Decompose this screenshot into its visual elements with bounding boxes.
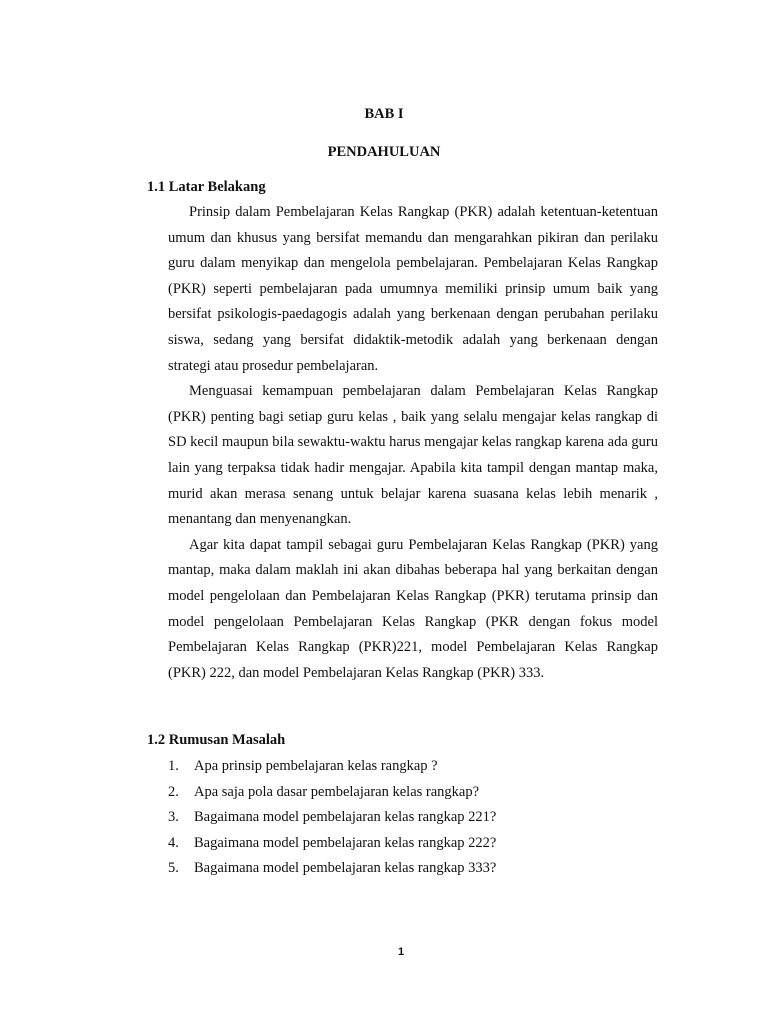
list-item (168, 856, 496, 882)
list-item-text: Apa prinsip pembelajaran kelas rangkap ? (194, 758, 438, 774)
paragraph: Agar kita dapat tampil sebagai guru Pembelajaran Kelas Rangkap (PKR) yang mantap, maka dalam maklah ini akan dibahas beberapa hal yang berkaitan dengan model pengelolaan dan Pembelajaran Kelas Rangkap (PKR) terutama prinsip dan model pengelolaan Pembelajaran Kelas Rangkap (PKR dengan fokus model Pembelajaran Kelas Rangkap (PKR)221, model Pembelajaran Kelas Rangkap (PKR) 222, dan model Pembelajaran Kelas Rangkap (PKR) 333. (168, 536, 658, 681)
latar-belakang-body (168, 200, 658, 686)
list-item-number: 4. (168, 834, 179, 851)
list-item (168, 754, 496, 780)
list-item (168, 805, 496, 831)
list-item (168, 831, 496, 857)
list-item-number: 2. (168, 783, 179, 800)
list-item-text: Apa saja pola dasar pembelajaran kelas rangkap? (194, 783, 480, 800)
list-item-number: 3. (168, 809, 179, 825)
paragraph: Menguasai kemampuan pembelajaran dalam Pembelajaran Kelas Rangkap (PKR) penting bagi setiap guru kelas , baik yang selalu mengajar kelas rangkap di SD kecil maupun bila sewaktu-waktu harus mengajar kelas rangkap karena ada guru lain yang terpaksa tidak hadir mengajar. Apabila kita tampil dengan mantap maka, murid akan merasa senang untuk belajar karena suasana kelas lebih menarik , menantang dan menyenangkan. (168, 383, 659, 528)
list-item-text: Bagaimana model pembelajaran kelas rangkap 222? (194, 834, 497, 851)
paragraph: Prinsip dalam Pembelajaran Kelas Rangkap (PKR) adalah ketentuan-ketentuan umum dan khusus yang bersifat memandu dan mengarahkan pikiran dan perilaku guru dalam menyikap dan mengelola pembelajaran. Pembelajaran Kelas Rangkap (PKR) seperti pembelajaran pada umumnya memiliki prinsip umum baik yang bersifat psikologis-paedagogis adalah yang berkenaan dengan perubahan perilaku siswa, sedang yang bersifat didaktik-metodik adalah yang berkenaan dengan strategi atau prosedur pembelajaran. (168, 204, 658, 374)
list-item (168, 780, 496, 806)
chapter-title: PENDAHULUAN (327, 144, 441, 160)
section-heading-latar-belakang: 1.1 Latar Belakang (147, 179, 266, 195)
research-question-list (168, 754, 496, 882)
page-number: 1 (397, 946, 405, 958)
chapter-number: BAB I (364, 106, 404, 122)
section-heading-rumusan-masalah: 1.2 Rumusan Masalah (147, 732, 286, 748)
list-item-number: 1. (168, 758, 179, 774)
list-item-text: Bagaimana model pembelajaran kelas rangkap 221? (194, 809, 497, 825)
list-item-text: Bagaimana model pembelajaran kelas rangkap 333? (194, 860, 497, 876)
list-item-number: 5. (168, 860, 179, 876)
